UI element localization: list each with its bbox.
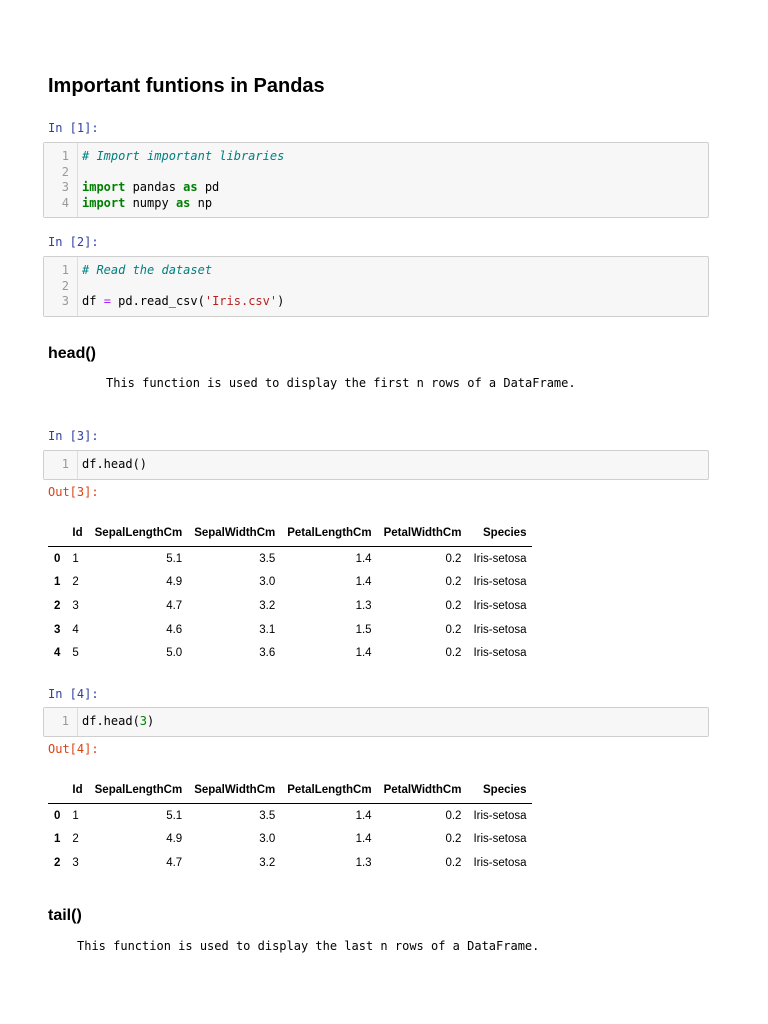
table-row bbox=[48, 618, 532, 642]
code-cell-4[interactable] bbox=[43, 707, 709, 737]
table-cell: Iris-setosa bbox=[473, 809, 527, 822]
line-number: 2 bbox=[61, 164, 69, 179]
table-cell: 5.1 bbox=[166, 552, 183, 565]
input-prompt-3: In [3]: bbox=[48, 429, 99, 443]
table-cell: 2 bbox=[66, 828, 88, 852]
row-index: 2 bbox=[54, 856, 61, 869]
column-header: Species bbox=[467, 777, 532, 804]
row-index: 1 bbox=[48, 828, 66, 852]
code-text bbox=[82, 180, 219, 196]
table-row bbox=[48, 804, 532, 828]
table-cell: 3 bbox=[72, 599, 79, 612]
table-cell: 4.9 bbox=[89, 571, 189, 595]
row-index: 3 bbox=[48, 618, 66, 642]
table-cell: 3.2 bbox=[259, 856, 276, 869]
line-number: 3 bbox=[61, 180, 69, 194]
dataframe-output-3 bbox=[48, 520, 532, 665]
table-header-row bbox=[48, 520, 532, 547]
line-number: 1 bbox=[61, 457, 69, 471]
table-cell: 4.6 bbox=[89, 618, 189, 642]
code-token: # Read the dataset bbox=[82, 263, 213, 277]
code-text bbox=[82, 714, 154, 730]
table-cell: 3 bbox=[72, 856, 79, 869]
code-lines bbox=[44, 457, 708, 473]
output-prompt-3: Out[3]: bbox=[48, 485, 99, 499]
table-cell: 3.1 bbox=[188, 618, 281, 642]
code-token: np bbox=[190, 195, 213, 210]
table-cell: 4.9 bbox=[89, 828, 189, 852]
code-text bbox=[82, 294, 284, 310]
column-header: PetalWidthCm bbox=[378, 777, 468, 804]
code-token: df bbox=[82, 294, 104, 308]
section-heading-tail: tail() bbox=[48, 907, 82, 924]
row-index: 2 bbox=[54, 599, 61, 612]
line-number: 1 bbox=[61, 149, 69, 163]
line-number: 4 bbox=[61, 195, 69, 210]
code-lines bbox=[44, 149, 708, 211]
table-cell: 3.0 bbox=[188, 571, 281, 595]
table-cell: 0.2 bbox=[378, 828, 468, 852]
input-prompt-1: In [1]: bbox=[48, 121, 99, 135]
code-token: pd bbox=[197, 180, 220, 194]
line-number: 1 bbox=[61, 714, 69, 728]
line-number: 2 bbox=[61, 278, 69, 293]
table-row bbox=[48, 571, 532, 595]
table-cell: 4.7 bbox=[166, 599, 183, 612]
table-cell: 3.5 bbox=[259, 552, 276, 565]
table-row bbox=[48, 547, 532, 571]
column-header: Id bbox=[66, 520, 88, 547]
code-cell-3[interactable] bbox=[43, 450, 709, 480]
code-lines bbox=[44, 263, 708, 310]
table-cell: 2 bbox=[66, 571, 88, 595]
code-text bbox=[82, 263, 212, 279]
row-index: 4 bbox=[54, 647, 61, 660]
table-cell: Iris-setosa bbox=[473, 856, 527, 869]
code-token: df.head() bbox=[82, 457, 148, 471]
table-cell: 1.4 bbox=[355, 552, 372, 565]
table-cell: 3.5 bbox=[259, 809, 276, 822]
dataframe-output-4 bbox=[48, 777, 532, 875]
column-header: PetalLengthCm bbox=[281, 520, 377, 547]
table-cell: Iris-setosa bbox=[467, 618, 532, 642]
code-line bbox=[44, 165, 708, 181]
table-cell: 0.2 bbox=[445, 856, 462, 869]
code-line bbox=[44, 714, 708, 730]
column-header: PetalLengthCm bbox=[281, 777, 377, 804]
table-header-row bbox=[48, 777, 532, 804]
code-token: df.head( bbox=[82, 714, 140, 728]
code-text bbox=[82, 149, 284, 165]
table-cell: Iris-setosa bbox=[467, 571, 532, 595]
code-line bbox=[44, 457, 708, 473]
table-row bbox=[48, 828, 532, 852]
column-header: Id bbox=[66, 777, 88, 804]
table-cell: 1.3 bbox=[355, 856, 372, 869]
table-cell: 0.2 bbox=[378, 618, 468, 642]
code-line bbox=[44, 180, 708, 196]
table-cell: Iris-setosa bbox=[467, 828, 532, 852]
table-cell: 4.7 bbox=[166, 856, 183, 869]
table-cell: 1.4 bbox=[355, 647, 372, 660]
tail-description: This function is used to display the last n rows of a DataFrame. bbox=[77, 939, 540, 953]
table-cell: 0.2 bbox=[445, 552, 462, 565]
row-index: 1 bbox=[48, 571, 66, 595]
row-index: 0 bbox=[54, 809, 61, 822]
column-header: SepalLengthCm bbox=[89, 520, 189, 547]
table-cell: 1.4 bbox=[281, 571, 377, 595]
page-title: Important funtions in Pandas bbox=[48, 75, 325, 97]
column-header: SepalWidthCm bbox=[188, 520, 281, 547]
code-token: as bbox=[175, 195, 191, 210]
table-cell: 3.0 bbox=[188, 828, 281, 852]
code-token: 'Iris.csv' bbox=[204, 294, 278, 308]
code-token: import bbox=[82, 195, 126, 210]
table-cell: 4 bbox=[66, 618, 88, 642]
row-index: 0 bbox=[54, 552, 61, 565]
code-line bbox=[44, 263, 708, 279]
code-token: = bbox=[103, 294, 111, 308]
code-token: as bbox=[183, 180, 198, 194]
code-text bbox=[82, 196, 212, 212]
table-cell: 5.1 bbox=[166, 809, 183, 822]
code-token: # Import important libraries bbox=[82, 149, 285, 163]
code-token: pandas bbox=[125, 180, 184, 194]
table-cell: Iris-setosa bbox=[473, 552, 527, 565]
code-cell-2[interactable] bbox=[43, 256, 709, 317]
code-text bbox=[82, 457, 147, 473]
code-lines bbox=[44, 714, 708, 730]
table-cell: 5.0 bbox=[166, 647, 183, 660]
column-header bbox=[48, 520, 66, 547]
line-number: 3 bbox=[61, 294, 69, 308]
table-cell: 1 bbox=[72, 552, 79, 565]
table-row bbox=[48, 594, 532, 618]
table-cell: Iris-setosa bbox=[473, 599, 527, 612]
code-token: 3 bbox=[139, 714, 148, 728]
table-cell: 1.5 bbox=[281, 618, 377, 642]
code-line bbox=[44, 149, 708, 165]
column-header bbox=[48, 777, 66, 804]
table-cell: 1 bbox=[72, 809, 79, 822]
column-header: SepalWidthCm bbox=[188, 777, 281, 804]
table-cell: 1.3 bbox=[355, 599, 372, 612]
line-number: 1 bbox=[61, 263, 69, 277]
column-header: SepalLengthCm bbox=[89, 777, 189, 804]
column-header: Species bbox=[467, 520, 532, 547]
code-line bbox=[44, 196, 708, 212]
code-token: import bbox=[82, 180, 126, 194]
table-row bbox=[48, 851, 532, 875]
code-cell-1[interactable] bbox=[43, 142, 709, 218]
table-cell: 3.6 bbox=[259, 647, 276, 660]
table-cell: 0.2 bbox=[378, 571, 468, 595]
table-cell: 0.2 bbox=[445, 647, 462, 660]
code-token: numpy bbox=[125, 195, 176, 210]
code-line bbox=[44, 279, 708, 295]
table-cell: 1.4 bbox=[355, 809, 372, 822]
table-cell: Iris-setosa bbox=[473, 647, 527, 660]
table-cell: 5 bbox=[72, 647, 79, 660]
table-row bbox=[48, 641, 532, 665]
table-cell: 0.2 bbox=[445, 809, 462, 822]
code-token: ) bbox=[147, 714, 155, 728]
table-cell: 3.2 bbox=[259, 599, 276, 612]
code-token: pd.read_csv( bbox=[110, 294, 205, 308]
code-line bbox=[44, 294, 708, 310]
table-cell: 1.4 bbox=[281, 828, 377, 852]
input-prompt-4: In [4]: bbox=[48, 687, 99, 701]
output-prompt-4: Out[4]: bbox=[48, 742, 99, 756]
section-heading-head: head() bbox=[48, 345, 96, 362]
column-header: PetalWidthCm bbox=[378, 520, 468, 547]
table-cell: 0.2 bbox=[445, 599, 462, 612]
code-token: ) bbox=[277, 294, 285, 308]
head-description: This function is used to display the first n rows of a DataFrame. bbox=[106, 376, 576, 390]
input-prompt-2: In [2]: bbox=[48, 235, 99, 249]
